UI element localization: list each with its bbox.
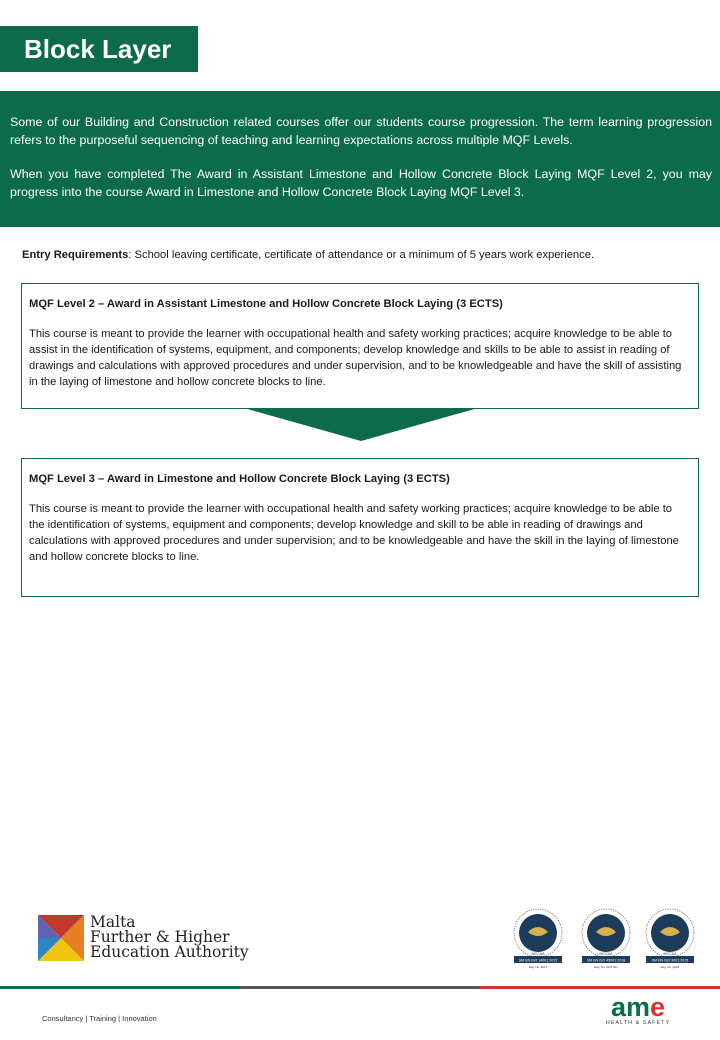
iso-45001-seal bbox=[578, 906, 634, 970]
cert-reg: Reg. No. OHS 001 bbox=[594, 965, 618, 969]
certification-seal-icon bbox=[510, 906, 566, 970]
entry-requirements-label: Entry Requirements bbox=[22, 249, 129, 261]
course-box-level-2 bbox=[21, 283, 699, 409]
cert-standard: SM EN ISO 14001:2015 bbox=[518, 958, 558, 963]
iso-14001-seal bbox=[510, 906, 566, 970]
mfhea-line: Further & Higher bbox=[90, 928, 230, 946]
ame-logo bbox=[596, 994, 680, 1030]
iso-9001-seal bbox=[642, 906, 698, 970]
course-title: MQF Level 2 – Award in Assistant Limestone and Hollow Concrete Block Laying (3 ECTS) bbox=[29, 298, 503, 310]
footer-divider-grey bbox=[240, 986, 480, 989]
intro-paragraph: When you have completed The Award in Assistant Limestone and Hollow Concrete Block Laying MQF Level 2, you may progress into the course Award in Limestone and Hollow Concrete Block Laying MQF Level 3. bbox=[10, 167, 712, 199]
ame-subtitle: HEALTH & SAFETY bbox=[605, 1020, 671, 1026]
page-title: Block Layer bbox=[0, 26, 198, 72]
cert-standard: SM EN ISO 9001:2015 bbox=[651, 958, 689, 963]
footer-divider-green bbox=[0, 986, 240, 989]
cert-reg: Reg. No. E027 bbox=[528, 965, 548, 969]
entry-requirements bbox=[22, 249, 712, 261]
mfhea-wordmark bbox=[90, 915, 249, 960]
mfhea-line: Malta bbox=[90, 913, 136, 931]
progression-arrow-icon bbox=[244, 408, 478, 441]
ame-wordmark: ame bbox=[610, 992, 666, 1022]
mfhea-line: Education Authority bbox=[90, 943, 249, 961]
certification-seal-icon bbox=[578, 906, 634, 970]
cert-standard: SM EN ISO 45001:2018 bbox=[586, 958, 626, 963]
entry-requirements-text: : School leaving certificate, certificate of attendance or a minimum of 5 years work experience. bbox=[128, 249, 595, 261]
intro-panel bbox=[0, 91, 720, 227]
course-title: MQF Level 3 – Award in Limestone and Hollow Concrete Block Laying (3 ECTS) bbox=[29, 473, 450, 485]
certification-seal-icon bbox=[642, 906, 698, 970]
cert-body: MCCAA bbox=[599, 952, 613, 956]
footer-divider-red bbox=[480, 986, 720, 989]
cert-reg: Reg. No. Q052 bbox=[660, 965, 680, 969]
footer-tagline: Consultancy | Training | Innovation bbox=[42, 1014, 157, 1023]
mfhea-emblem-icon bbox=[38, 915, 84, 961]
cert-body: MCCAA bbox=[531, 952, 545, 956]
course-box-level-3 bbox=[21, 458, 699, 597]
intro-paragraph: Some of our Building and Construction related courses offer our students course progression. The term learning progression refers to the purposeful sequencing of teaching and learning expectations across multiple MQF Levels. bbox=[10, 115, 712, 147]
course-description: This course is meant to provide the learner with occupational health and safety working practices; acquire knowledge to be able to assist in the identification of systems, equipment, and components; develop knowledge and skills to be able to assist in reading of drawings and calculations with approved procedures and under supervision, and to be knowledgeable and have the skill of assisting in the laying of limestone and hollow concrete blocks to line. bbox=[29, 328, 682, 388]
mfhea-logo bbox=[38, 915, 258, 965]
cert-body: MCCAA bbox=[663, 952, 677, 956]
course-description: This course is meant to provide the learner with occupational health and safety working practices; acquire knowledge to be able to the identification of systems, equipment and components; develop knowledge and skill to be able in reading of drawings and calculations with approved procedures and under supervision; and to be knowledgeable and have the skill in the laying of limestone and hollow concrete blocks to line. bbox=[29, 503, 679, 563]
